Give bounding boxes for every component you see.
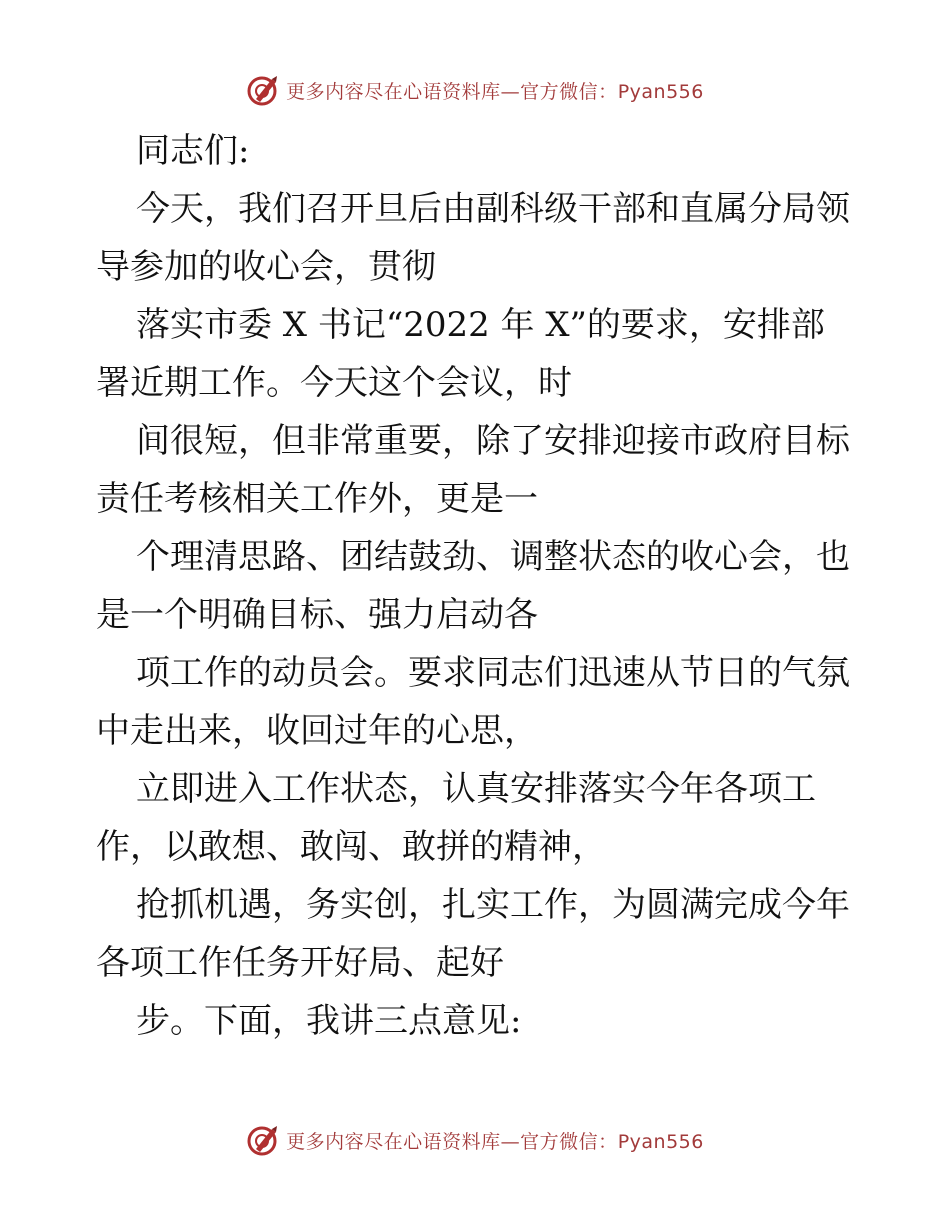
header-site-text: 更多内容尽在心语资料库 bbox=[286, 80, 501, 103]
header-wechat-label: 官方微信： bbox=[520, 80, 618, 103]
text-line: 署近期工作。今天这个会议，时 bbox=[96, 363, 572, 403]
text-line: 各项工作任务开好局、起好 bbox=[96, 943, 504, 983]
text-line: 是一个明确目标、强力启动各 bbox=[96, 595, 538, 635]
footer-dash: — bbox=[500, 1130, 521, 1153]
text-line: 个理清思路、团结鼓劲、调整状态的收心会，也 bbox=[136, 537, 850, 577]
text-line: 项工作的动员会。要求同志们迅速从节日的气氛 bbox=[136, 653, 850, 693]
footer-wechat-label: 官方微信： bbox=[520, 1130, 618, 1153]
header-wechat-id: Pyan556 bbox=[617, 80, 704, 103]
text-line: 作，以敢想、敢闯、敢拼的精神， bbox=[96, 827, 606, 867]
text-line: 立即进入工作状态，认真安排落实今年各项工 bbox=[136, 769, 816, 809]
document-body bbox=[96, 122, 856, 1050]
footer-wechat-id: Pyan556 bbox=[617, 1130, 704, 1153]
text-line: 间很短，但非常重要，除了安排迎接市政府目标 bbox=[136, 421, 850, 461]
text-line: 导参加的收心会，贯彻 bbox=[96, 247, 436, 287]
text-line: 抢抓机遇，务实创，扎实工作，为圆满完成今年 bbox=[136, 885, 850, 925]
pen-logo-icon bbox=[246, 1123, 280, 1157]
text-line: 责任考核相关工作外，更是一 bbox=[96, 479, 538, 519]
text-line: 同志们: bbox=[136, 131, 250, 171]
header-dash: — bbox=[500, 80, 521, 103]
text-line: 中走出来，收回过年的心思， bbox=[96, 711, 538, 751]
text-line: 落实市委 X 书记“2022 年 X”的要求，安排部 bbox=[136, 305, 825, 345]
header-banner bbox=[0, 70, 950, 110]
footer-site-text: 更多内容尽在心语资料库 bbox=[286, 1130, 501, 1153]
text-line: 步。下面，我讲三点意见: bbox=[136, 1001, 522, 1041]
pen-logo-icon bbox=[246, 73, 280, 107]
footer-banner bbox=[0, 1120, 950, 1160]
footer-banner-text bbox=[286, 1127, 704, 1154]
text-line: 今天，我们召开旦后由副科级干部和直属分局领 bbox=[136, 189, 850, 229]
header-banner-text bbox=[286, 77, 704, 104]
